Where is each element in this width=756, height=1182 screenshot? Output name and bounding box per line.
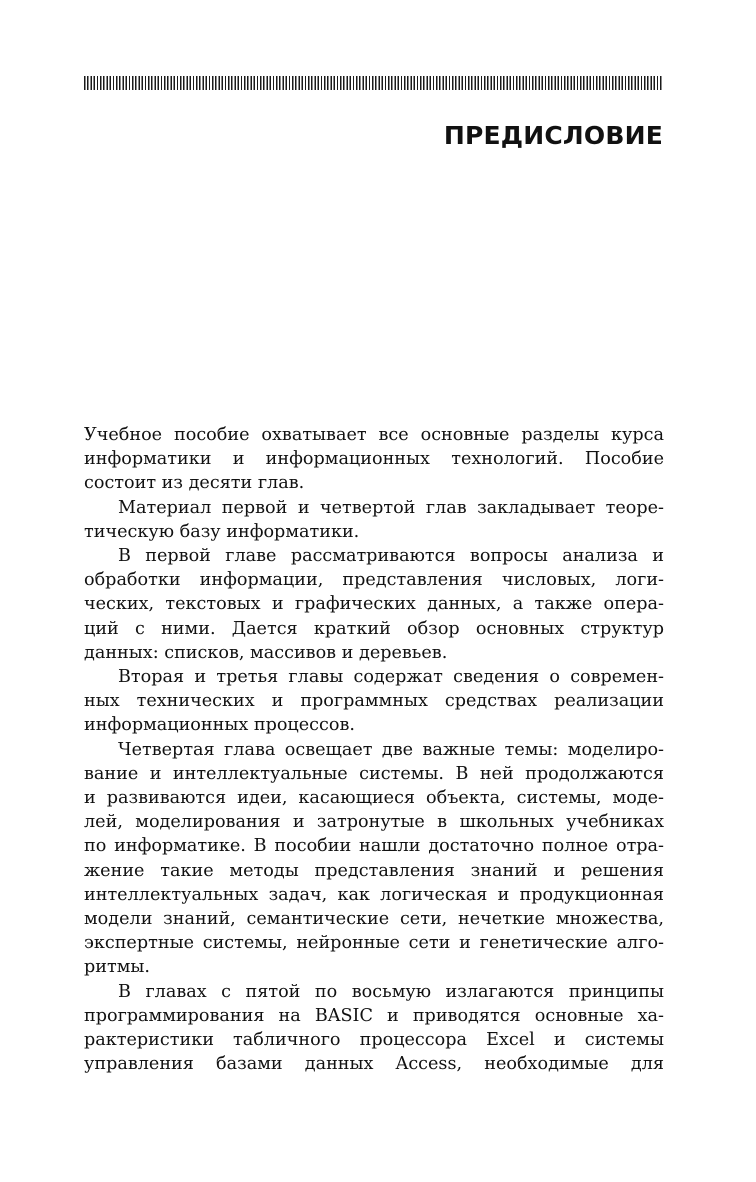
text-line: экспертные системы, нейронные сети и генетические алго- [84,933,664,954]
text-line: информационных процессов. [84,715,355,736]
text-line: Материал первой и четвертой глав закладывает теоре- [118,497,664,518]
text-line: Вторая и третья главы содержат сведения о современ- [118,667,664,688]
text-line: Четвертая глава освещает две важные темы: моделиро- [118,739,664,760]
text-line: Учебное пособие охватывает все основные разделы курса [84,425,664,445]
text-line: управления базами данных Access, необходимые для [84,1054,664,1075]
text-line: и развиваются идеи, касающиеся объекта, системы, моде- [84,788,664,809]
page-title: ПРЕДИСЛОВИЕ [443,121,663,150]
text-line: данных: списков, массивов и деревьев. [84,642,448,663]
text-line: модели знаний, семантические сети, нечеткие множества, [84,909,664,930]
text-line: вание и интеллектуальные системы. В ней продолжаются [84,763,664,784]
text-line: В главах с пятой по восьмую излагаются принципы [118,981,664,1002]
text-line: В первой главе рассматриваются вопросы анализа и [118,546,664,567]
text-line: по информатике. В пособии нашли достаточно полное отра- [84,836,664,857]
paragraph-3 [84,544,664,665]
text-line: лей, моделирования и затронутые в школьных учебниках [84,812,664,833]
text-line: тическую базу информатики. [84,521,360,542]
text-line: ций с ними. Дается краткий обзор основных структур [84,618,664,639]
paragraph-6 [84,980,664,1077]
text-line: интеллектуальных задач, как логическая и продукционная [84,884,664,905]
text-line: программирования на BASIC и приводятся основные ха- [84,1005,664,1026]
text-line: ческих, текстовых и графических данных, а также опера- [84,594,664,615]
paragraph-2 [84,496,664,544]
text-line: ных технических и программных средствах реализации [84,691,664,712]
text-line: обработки информации, представления числовых, логи- [84,570,664,591]
decorative-header-rule [84,76,663,90]
text-line: рактеристики табличного процессора Excel и системы [84,1030,664,1051]
body-text [84,423,664,1076]
text-line: информатики и информационных технологий. Пособие [84,449,664,470]
paragraph-5 [84,738,664,980]
text-line: ритмы. [84,957,151,978]
text-line: жение такие методы представления знаний и решения [84,860,664,881]
paragraph-4 [84,665,664,738]
paragraph-1 [84,423,664,496]
text-line: состоит из десяти глав. [84,473,305,494]
